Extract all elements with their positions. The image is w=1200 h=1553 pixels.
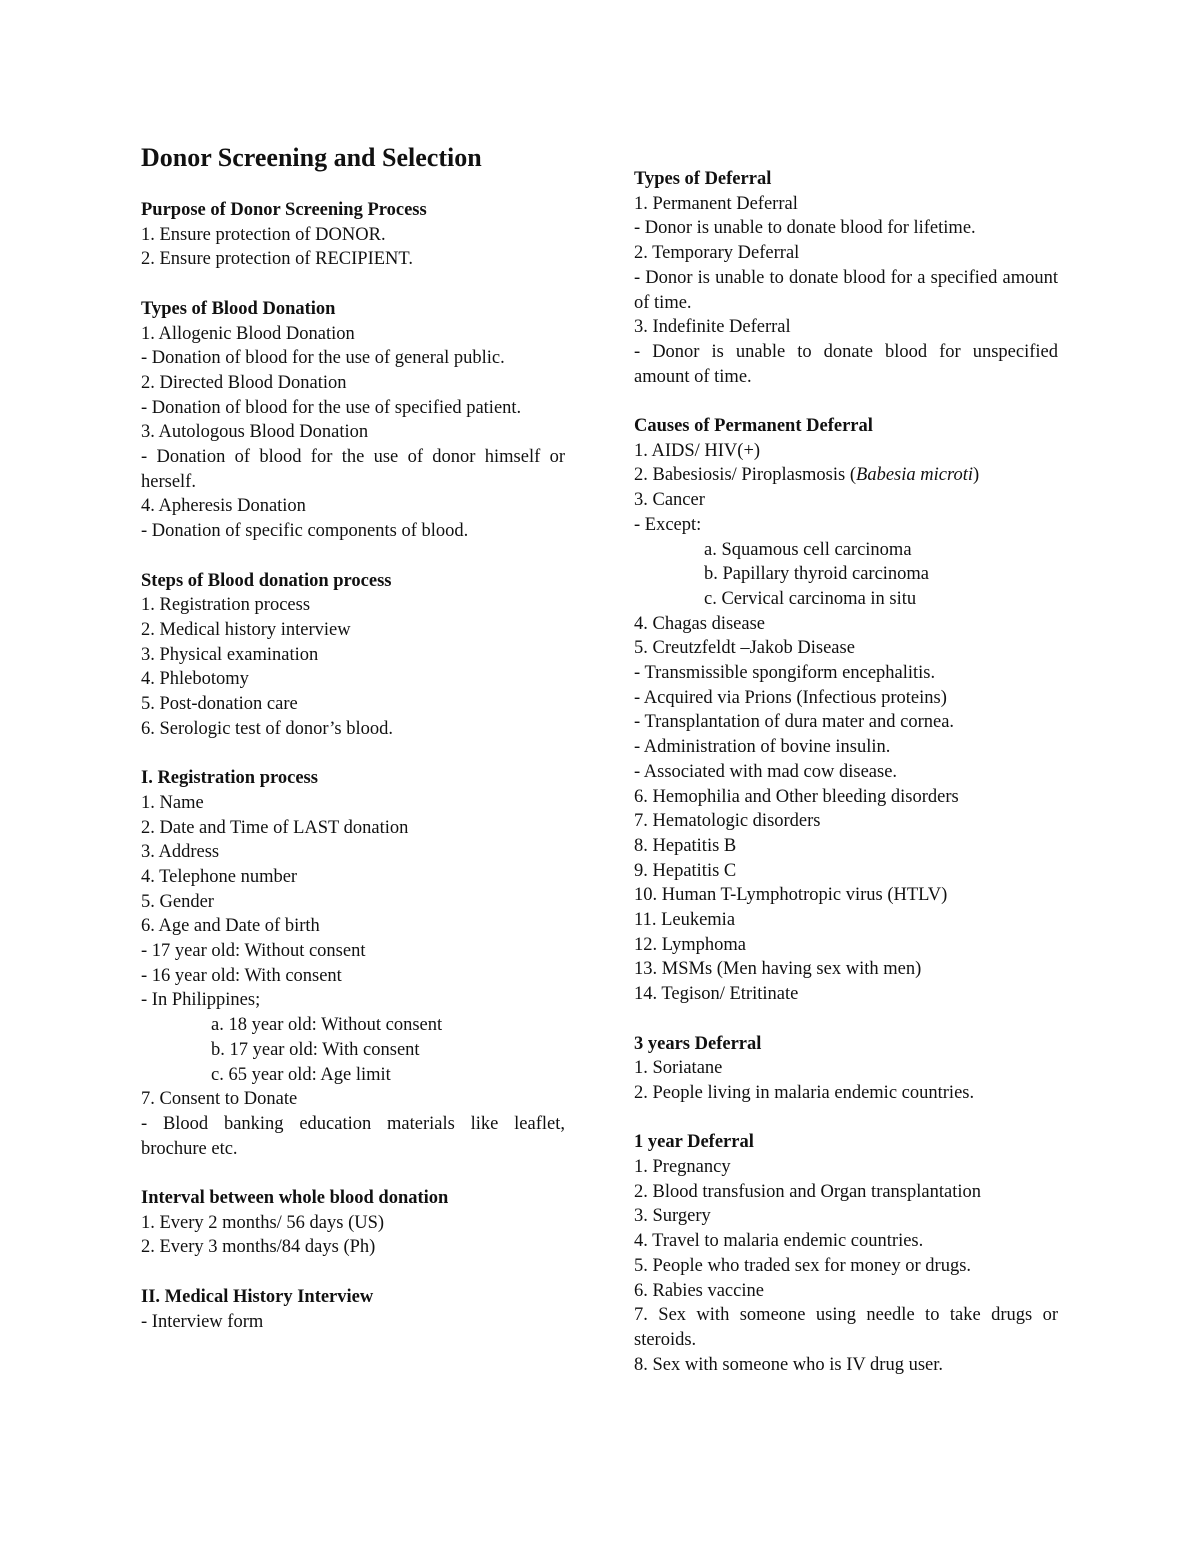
- list-item: 12. Lymphoma: [634, 934, 747, 955]
- sub-list-item: a. Squamous cell carcinoma: [704, 539, 912, 560]
- section-medical-history: [141, 1285, 565, 1334]
- section-heading: II. Medical History Interview: [141, 1286, 374, 1307]
- list-item: - Except:: [634, 514, 702, 535]
- list-item-description: - Blood banking education materials like leaflet, brochure etc.: [141, 1113, 565, 1159]
- right-column: [634, 167, 1058, 1377]
- section-heading: Steps of Blood donation process: [141, 570, 392, 591]
- list-item: 1. Ensure protection of DONOR.: [141, 224, 386, 245]
- list-item: 8. Sex with someone who is IV drug user.: [634, 1354, 943, 1375]
- list-item: 9. Hepatitis C: [634, 860, 737, 881]
- list-item: 4. Phlebotomy: [141, 669, 249, 690]
- item-text: ): [973, 465, 980, 486]
- list-item: [634, 463, 1058, 488]
- sub-list-item: a. 18 year old: Without consent: [211, 1015, 443, 1036]
- section-registration: [141, 766, 565, 1161]
- list-item: 4. Apheresis Donation: [141, 496, 306, 517]
- list-item: 3. Surgery: [634, 1206, 711, 1227]
- list-item: 7. Sex with someone using needle to take drugs or steroids.: [634, 1305, 1058, 1350]
- list-item: 6. Hemophilia and Other bleeding disorders: [634, 786, 959, 807]
- list-item: 1. Allogenic Blood Donation: [141, 323, 355, 344]
- list-item: 1. Pregnancy: [634, 1157, 731, 1178]
- list-item: 2. Medical history interview: [141, 619, 351, 640]
- sub-list-item: b. 17 year old: With consent: [211, 1039, 420, 1060]
- list-item-description: - Donor is unable to donate blood for unspecified amount of time.: [634, 341, 1058, 387]
- section-heading: 3 years Deferral: [634, 1033, 762, 1054]
- list-item: 4. Chagas disease: [634, 613, 766, 634]
- list-item: - In Philippines;: [141, 990, 261, 1011]
- list-item: 2. Ensure protection of RECIPIENT.: [141, 249, 413, 270]
- section-interval: [141, 1186, 565, 1260]
- list-item-description: - Donation of blood for the use of general public.: [141, 348, 505, 369]
- section-types-of-blood-donation: [141, 297, 565, 544]
- list-item: 7. Hematologic disorders: [634, 811, 821, 832]
- list-item: - Associated with mad cow disease.: [634, 761, 898, 782]
- list-item: 4. Travel to malaria endemic countries.: [634, 1231, 924, 1252]
- list-item: 5. Post-donation care: [141, 694, 298, 715]
- list-item-description: - Donor is unable to donate blood for a specified amount of time.: [634, 267, 1058, 313]
- sub-list-item: c. Cervical carcinoma in situ: [704, 588, 917, 609]
- list-item: 1. Registration process: [141, 595, 311, 616]
- section-one-year-deferral: [634, 1130, 1058, 1377]
- item-text: 2. Babesiosis/ Piroplasmosis (: [634, 465, 857, 486]
- list-item: 2. Temporary Deferral: [634, 243, 800, 264]
- list-item: - Administration of bovine insulin.: [634, 737, 891, 758]
- list-item: 14. Tegison/ Etritinate: [634, 984, 799, 1005]
- list-item: 8. Hepatitis B: [634, 835, 737, 856]
- section-heading: Interval between whole blood donation: [141, 1188, 449, 1209]
- section-purpose: [141, 198, 565, 272]
- list-item: 11. Leukemia: [634, 910, 736, 931]
- list-item: 5. Creutzfeldt –Jakob Disease: [634, 638, 855, 659]
- list-item: 13. MSMs (Men having sex with men): [634, 959, 922, 980]
- list-item-description: - Donation of specific components of blood.: [141, 521, 469, 542]
- list-item: 2. People living in malaria endemic countries.: [634, 1082, 975, 1103]
- section-heading: Types of Deferral: [634, 169, 772, 189]
- list-item: 1. Every 2 months/ 56 days (US): [141, 1212, 385, 1233]
- list-item: 3. Physical examination: [141, 644, 319, 665]
- section-heading: 1 year Deferral: [634, 1132, 754, 1153]
- list-item: - 16 year old: With consent: [141, 965, 342, 986]
- species-name: Babesia microti: [856, 465, 973, 486]
- sub-list-item: c. 65 year old: Age limit: [211, 1064, 391, 1085]
- list-item: - Acquired via Prions (Infectious proteins): [634, 687, 947, 708]
- list-item: 1. Soriatane: [634, 1058, 723, 1079]
- list-item: 3. Indefinite Deferral: [634, 317, 791, 338]
- list-item: 6. Serologic test of donor’s blood.: [141, 718, 393, 739]
- section-types-of-deferral: [634, 167, 1058, 389]
- list-item: 3. Autologous Blood Donation: [141, 422, 369, 443]
- list-item: - 17 year old: Without consent: [141, 941, 366, 962]
- list-item-description: - Donation of blood for the use of donor himself or herself.: [141, 447, 565, 492]
- list-item: 4. Telephone number: [141, 866, 298, 887]
- list-item: 1. Permanent Deferral: [634, 193, 798, 214]
- section-three-year-deferral: [634, 1032, 1058, 1106]
- list-item: 10. Human T-Lymphotropic virus (HTLV): [634, 885, 948, 906]
- list-item: 2. Every 3 months/84 days (Ph): [141, 1237, 376, 1258]
- list-item: 1. Name: [141, 792, 204, 813]
- list-item: 3. Address: [141, 842, 220, 863]
- list-item-description: - Donation of blood for the use of specified patient.: [141, 397, 522, 418]
- section-steps: [141, 569, 565, 742]
- list-item: 5. Gender: [141, 891, 214, 912]
- list-item: 2. Date and Time of LAST donation: [141, 817, 409, 838]
- section-heading: Types of Blood Donation: [141, 298, 336, 319]
- list-item: 7. Consent to Donate: [141, 1089, 298, 1110]
- list-item: 1. AIDS/ HIV(+): [634, 440, 761, 461]
- section-heading: Causes of Permanent Deferral: [634, 416, 873, 437]
- list-item: 2. Directed Blood Donation: [141, 372, 347, 393]
- list-item: - Interview form: [141, 1311, 264, 1332]
- list-item: 5. People who traded sex for money or drugs.: [634, 1255, 972, 1276]
- list-item-description: - Donor is unable to donate blood for lifetime.: [634, 218, 976, 239]
- list-item: 2. Blood transfusion and Organ transplantation: [634, 1181, 981, 1202]
- sub-list-item: b. Papillary thyroid carcinoma: [704, 564, 930, 585]
- list-item: - Transplantation of dura mater and cornea.: [634, 712, 955, 733]
- list-item: - Transmissible spongiform encephalitis.: [634, 663, 936, 684]
- list-item: 3. Cancer: [634, 490, 705, 511]
- list-item: 6. Rabies vaccine: [634, 1280, 764, 1301]
- section-permanent-deferral: [634, 414, 1058, 1007]
- document-title: Donor Screening and Selection: [141, 143, 482, 172]
- list-item: 6. Age and Date of birth: [141, 916, 320, 937]
- section-heading: Purpose of Donor Screening Process: [141, 200, 427, 220]
- section-heading: I. Registration process: [141, 768, 318, 789]
- left-column: [141, 140, 565, 1334]
